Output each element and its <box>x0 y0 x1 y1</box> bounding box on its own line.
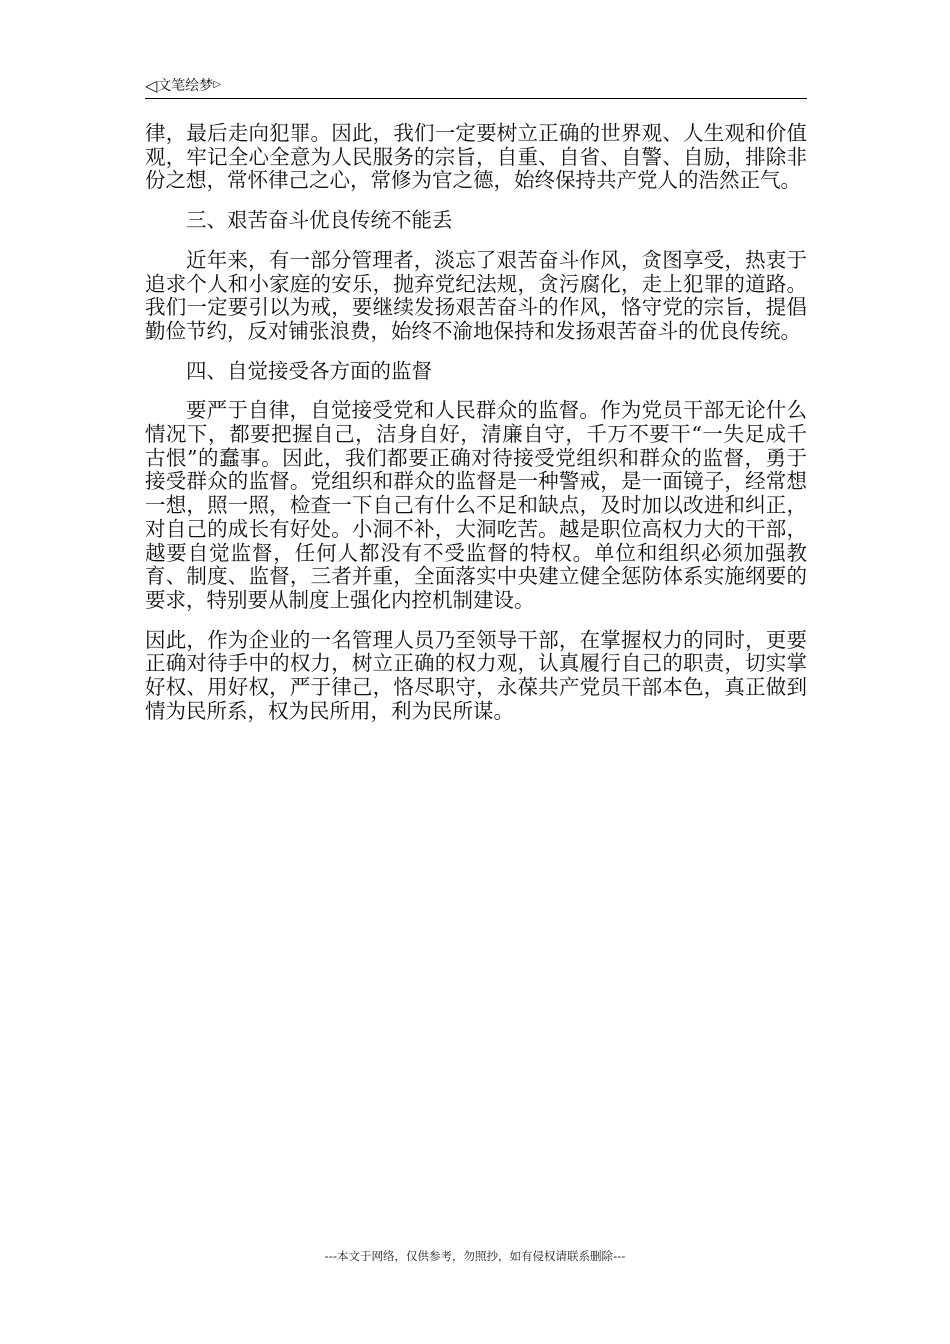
section-heading-hard-work: 三、艰苦奋斗优良传统不能丢 <box>186 208 453 233</box>
document-body <box>145 122 807 723</box>
header-title: 文笔绘梦 <box>157 78 214 94</box>
left-triangle-icon: ◁ <box>145 76 158 95</box>
right-triangle-icon: ▷ <box>213 79 222 90</box>
header-title-group <box>145 76 221 95</box>
body-paragraph-hard-work: 近年来，有一部分管理者，淡忘了艰苦奋斗作风，贪图享受，热衷于追求个人和小家庭的安乐，抛弃党纪法规，贪污腐化，走上犯罪的道路。我们一定要引以为戒，要继续发扬艰苦奋斗的作风，恪守党的宗旨，提倡勤俭节约，反对铺张浪费，始终不渝地保持和发扬艰苦奋斗的优良传统。 <box>145 247 807 343</box>
footer-notice: ---本文于网络，仅供参考，勿照抄，如有侵权请联系删除--- <box>324 1249 626 1263</box>
body-paragraph-supervision: 要严于自律，自觉接受党和人民群众的监督。作为党员干部无论什么情况下，都要把握自己，洁身自好，清廉自守，千万不要干“一失足成千古恨”的蠢事。因此，我们都要正确对待接受党组织和群众的监督，勇于接受群众的监督。党组织和群众的监督是一种警戒，是一面镜子，经常想一想，照一照，检查一下自己有什么不足和缺点，及时加以改进和纠正，对自己的成长有好处。小洞不补，大洞吃苦。越是职位高权力大的干部，越要自觉监督，任何人都没有不受监督的特权。单位和组织必须加强教育、制度、监督，三者并重，全面落实中央建立健全惩防体系实施纲要的要求，特别要从制度上强化内控机制建设。 <box>145 398 807 612</box>
section-heading-supervision: 四、自觉接受各方面的监督 <box>186 358 432 383</box>
body-paragraph-continuation: 律，最后走向犯罪。因此，我们一定要树立正确的世界观、人生观和价值观，牢记全心全意为人民服务的宗旨，自重、自省、自警、自励，排除非份之想，常怀律己之心，常修为官之德，始终保持共产党人的浩然正气。 <box>145 121 807 193</box>
body-paragraph-conclusion: 因此，作为企业的一名管理人员乃至领导干部，在掌握权力的同时，更要正确对待手中的权力，树立正确的权力观，认真履行自己的职责，切实掌好权、用好权，严于律己，恪尽职守，永葆共产党员干部本色，真正做到情为民所系，权为民所用，利为民所谋。 <box>145 627 807 723</box>
page-header <box>145 76 807 99</box>
